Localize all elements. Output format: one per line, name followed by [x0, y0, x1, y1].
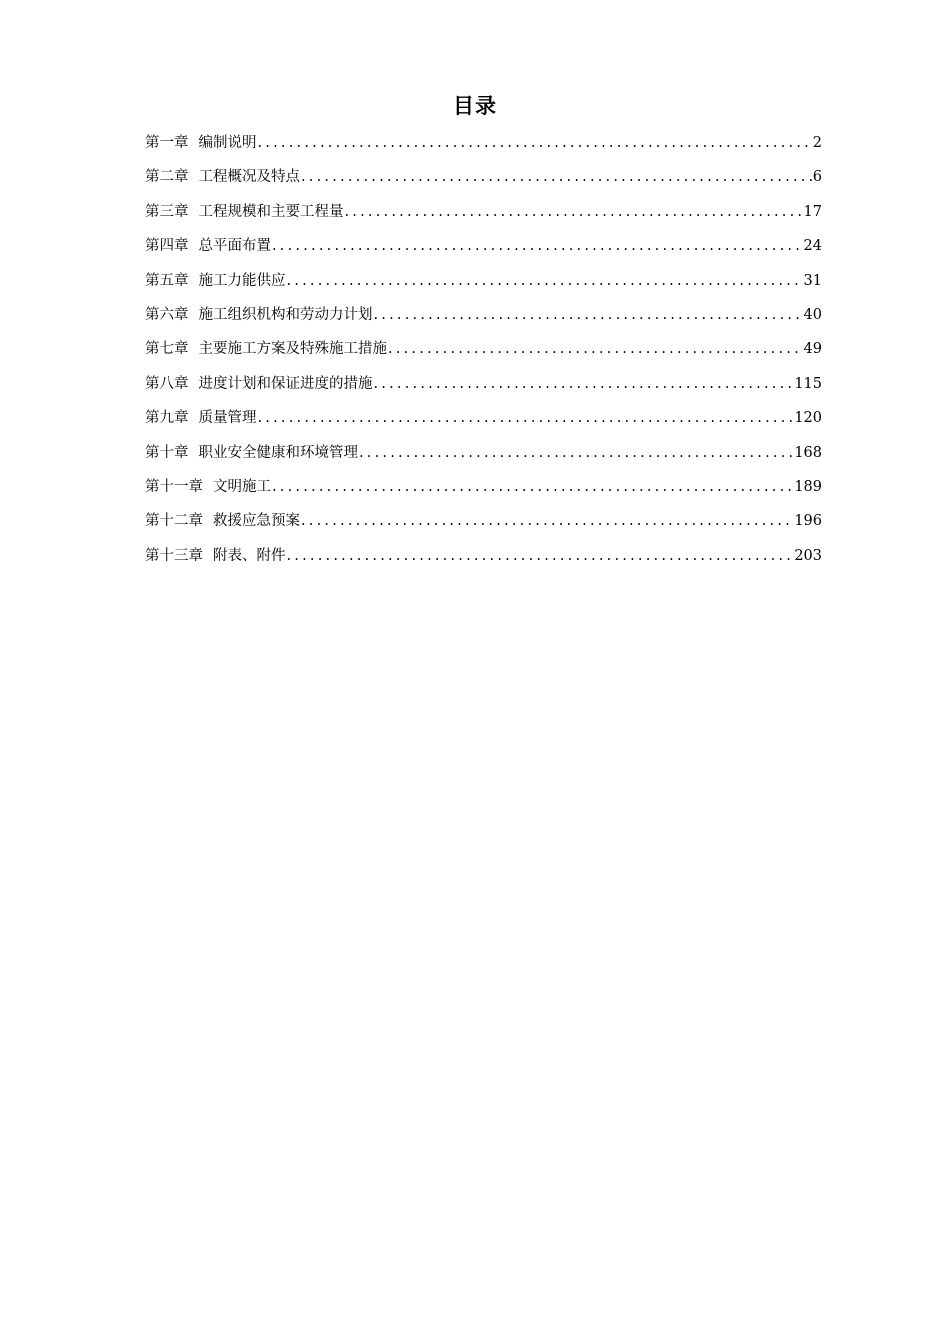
toc-chapter-number: 第七章	[145, 341, 189, 358]
toc-page-number: 168	[794, 444, 822, 461]
toc-chapter-number: 第六章	[145, 306, 189, 323]
toc-dot-leader	[272, 233, 803, 259]
toc-page-number: 189	[794, 478, 822, 495]
toc-dot-leader	[258, 405, 794, 431]
toc-chapter-number: 第十章	[145, 444, 189, 461]
toc-dot-leader	[272, 474, 793, 500]
toc-chapter-number: 第三章	[145, 203, 189, 220]
toc-chapter-number: 第十二章	[145, 513, 203, 530]
toc-dot-leader	[359, 440, 793, 466]
toc-chapter-number: 第十一章	[145, 478, 203, 495]
toc-chapter-number: 第二章	[145, 169, 189, 186]
toc-entry[interactable]	[145, 371, 822, 405]
toc-chapter-title: 救援应急预案	[213, 513, 300, 530]
toc-chapter-title: 附表、附件	[213, 547, 286, 564]
toc-dot-leader	[374, 302, 803, 328]
toc-entry[interactable]	[145, 302, 822, 336]
toc-page-number: 17	[803, 203, 822, 220]
toc-page-number: 6	[812, 169, 822, 186]
toc-page-number: 203	[794, 547, 822, 564]
toc-dot-leader	[388, 336, 803, 362]
toc-entry[interactable]	[145, 130, 822, 164]
toc-chapter-title: 进度计划和保证进度的措施	[198, 375, 373, 392]
toc-page-number: 2	[812, 135, 822, 151]
toc-page-number: 31	[803, 272, 822, 289]
table-of-contents	[145, 130, 822, 577]
toc-page-number: 49	[803, 341, 822, 358]
toc-dot-leader	[301, 508, 793, 534]
toc-title: 目录	[453, 94, 497, 118]
toc-chapter-number: 第四章	[145, 238, 189, 255]
toc-entry[interactable]	[145, 233, 822, 267]
toc-chapter-number: 第五章	[145, 272, 189, 289]
toc-page-number: 196	[794, 513, 822, 530]
toc-dot-leader	[287, 268, 803, 294]
toc-dot-leader	[301, 164, 812, 190]
toc-chapter-title: 工程规模和主要工程量	[198, 203, 344, 220]
toc-chapter-title: 总平面布置	[198, 238, 271, 255]
toc-chapter-number: 第八章	[145, 375, 189, 392]
toc-chapter-number: 第十三章	[145, 547, 203, 564]
toc-entry[interactable]	[145, 508, 822, 542]
toc-dot-leader	[345, 199, 803, 225]
toc-entry[interactable]	[145, 543, 822, 577]
toc-entry[interactable]	[145, 268, 822, 302]
toc-entry[interactable]	[145, 164, 822, 198]
toc-page-number: 24	[803, 238, 822, 255]
toc-chapter-title: 施工力能供应	[198, 272, 286, 289]
toc-chapter-title: 施工组织机构和劳动力计划	[198, 306, 373, 323]
toc-chapter-number: 第一章	[145, 135, 189, 151]
toc-entry[interactable]	[145, 199, 822, 233]
toc-dot-leader	[374, 371, 794, 397]
toc-page-number: 120	[794, 410, 822, 427]
toc-entry[interactable]	[145, 405, 822, 439]
toc-dot-leader	[287, 543, 794, 569]
toc-chapter-title: 文明施工	[213, 478, 271, 495]
toc-chapter-title: 职业安全健康和环境管理	[198, 444, 358, 461]
toc-entry[interactable]	[145, 336, 822, 370]
toc-page-number: 40	[803, 306, 822, 323]
toc-chapter-title: 工程概况及特点	[198, 169, 300, 186]
toc-entry[interactable]	[145, 440, 822, 474]
toc-chapter-title: 主要施工方案及特殊施工措施	[198, 341, 387, 358]
toc-page-number: 115	[794, 375, 822, 392]
toc-dot-leader	[258, 130, 812, 156]
toc-chapter-title: 质量管理	[198, 410, 257, 427]
toc-chapter-title: 编制说明	[198, 135, 257, 151]
toc-entry[interactable]	[145, 474, 822, 508]
toc-chapter-number: 第九章	[145, 410, 189, 427]
